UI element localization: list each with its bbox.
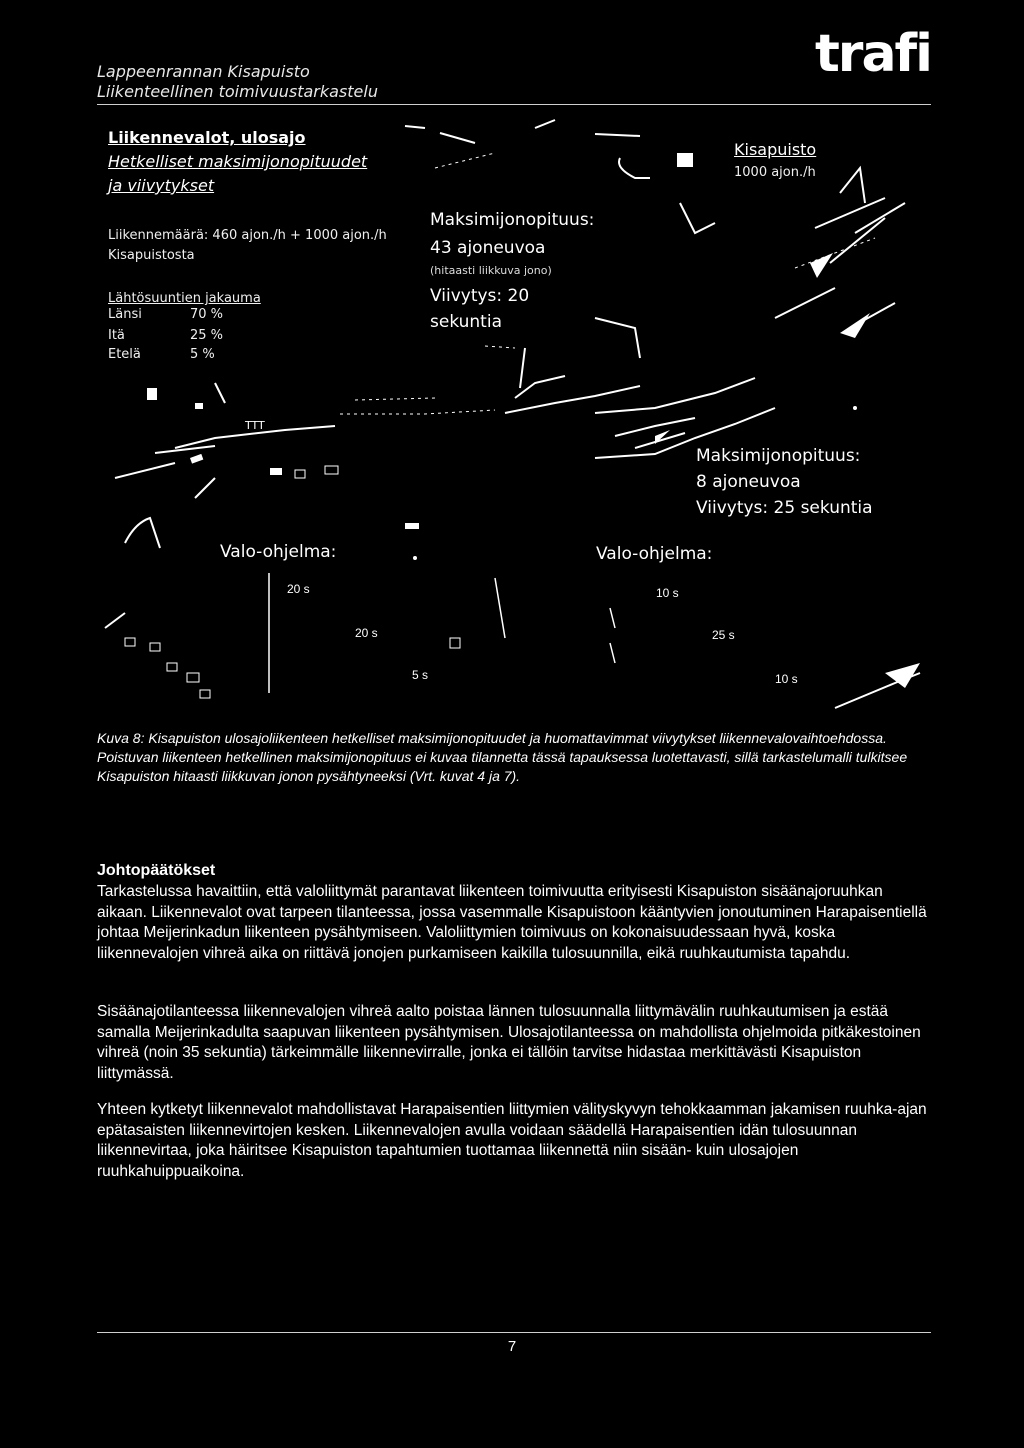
road-line [535,120,555,128]
queue2-value: 8 ajoneuvoa [696,472,801,492]
road-line [680,203,715,233]
volume-line-1: Liikennemäärä: 460 ajon./h + 1000 ajon./h [108,228,387,243]
marker-text: TTT [245,419,265,432]
section-heading: Johtopäätökset [97,862,216,879]
body-paragraph: Sisäänajotilanteessa liikennevalojen vihreä aalto poistaa lännen tulosuunnalla liittymävälin ruuhkautumisen ja estää samalla Meijerinkadulta saapuvan liikenteen pysähtymisen. Ulosajotilanteessa on mahdollista ohjelmoida pitkäkestoinen vihreä (noin 35 sekuntia) tärkeimmälle liikennevirralle, jonka ei tällöin tarvitse hidastaa merkittävästi Kisapuiston liittymässä. [97,1003,921,1082]
program-bracket [495,578,505,638]
phase-duration: 10 s [775,672,798,686]
road-line [155,446,215,453]
figure-caption: Kuva 8: Kisapuiston ulosajoliikenteen hetkelliset maksimijonopituudet ja huomattavimmat viivytykset liikennevalovaihtoehdossa. Poistuvan liikenteen hetkellinen maksimijonopituus ei kuvaa tilannetta tässä tapauksessa luotettavasti, sillä tarkastelumalli tulkitsee Kisapuiston hitaasti liikkuvan jonon pysähtyneeksi (Vrt. kuvat 4 ja 7). [97,730,908,784]
road-line [815,198,885,228]
road-line [195,478,215,498]
queue1-title: Maksimijonopituus: [430,210,595,230]
header-subtitle: Liikenteellinen toimivuustarkastelu [97,82,378,101]
phase-duration: 20 s [287,582,310,596]
distribution-dir: Itä [108,328,125,343]
road-line [405,126,425,128]
kisapuisto-label: Kisapuisto [734,140,817,159]
road-line [515,376,565,398]
distribution-title: Lähtösuuntien jakauma [108,291,261,306]
queue1-value: 43 ajoneuvoa [430,238,546,258]
road-line [105,613,125,628]
figure-subtitle-1: Hetkelliset maksimijonopituudet [108,152,368,171]
road-line [215,383,225,403]
road-line [115,463,175,478]
phase-duration: 5 s [412,668,429,682]
road-line [595,318,640,358]
road-line [830,218,885,263]
queue1-note: (hitaasti liikkuva jono) [430,264,552,277]
road-line [775,288,835,318]
volume-line-2: Kisapuistosta [108,248,195,263]
body-paragraph: Tarkastelussa havaittiin, että valoliittymät parantavat liikenteen toimivuutta erityisesti Kisapuiston sisäänajoruuhkan aikaan. Liikennevalot ovat tarpeen tilanteessa, jossa vasemmalle Kisapuistoon kääntyvien jonoutuminen Harapaisentiellä johtaa Meijerinkadun liikenteen pysähtymiseen. Valoliittymien toimivuus on kokonaisuudessaan hyvä, koska liikennevalojen vihreä aika on riittävä jonojen purkamiseen kaikilla tulosuunnilla, eikä ruuhkautumista tapahdu. [97,883,927,962]
road-line [595,134,640,136]
road-line [520,348,525,388]
distribution-pct: 5 % [190,347,215,362]
distribution-pct: 25 % [190,328,224,343]
figure-subtitle-2: ja viivytykset [108,176,215,195]
distribution-dir: Länsi [108,307,142,322]
phase-duration: 10 s [656,586,679,600]
road-line [440,133,475,143]
road-line [125,518,160,548]
road-line [619,158,650,178]
program-bracket [610,643,615,663]
page-number: 7 [507,1338,517,1355]
program-label-left: Valo-ohjelma: [220,542,337,562]
road-line [840,168,865,203]
queue2-title: Maksimijonopituus: [696,446,861,466]
program-label-right: Valo-ohjelma: [596,544,713,564]
phase-duration: 20 s [355,626,378,640]
header-divider [97,104,931,105]
distribution-pct: 70 % [190,307,224,322]
body-paragraph: Yhteen kytketyt liikennevalot mahdollistavat Harapaisentien liittymien välityskyvyn tehokkaamman jakamisen ruuhka-ajan epätasaisten liikennevirtojen kesken. Liikennevalojen avulla voidaan säädellä Harapaisentien idän tulosuunnan liikennevirtaa, joka häiritsee Kisapuiston tapahtumien tuottamaa liikennettä niin sisään- kuin ulosajojen ruuhkahuippuaikoina. [97,1101,927,1180]
kisapuisto-flow: 1000 ajon./h [734,165,816,180]
queue1-delay-1: Viivytys: 20 [430,286,530,306]
distribution-dir: Etelä [108,347,141,362]
trafi-logo: trafi [814,24,931,84]
header-title: Lappeenrannan Kisapuisto [97,62,310,81]
figure-title: Liikennevalot, ulosajo [108,128,306,147]
footer-divider [97,1332,931,1333]
program-bracket [610,608,615,628]
road-line [595,378,755,413]
phase-duration: 25 s [712,628,735,642]
queue2-delay: Viivytys: 25 sekuntia [696,498,873,518]
queue1-delay-2: sekuntia [430,312,502,332]
